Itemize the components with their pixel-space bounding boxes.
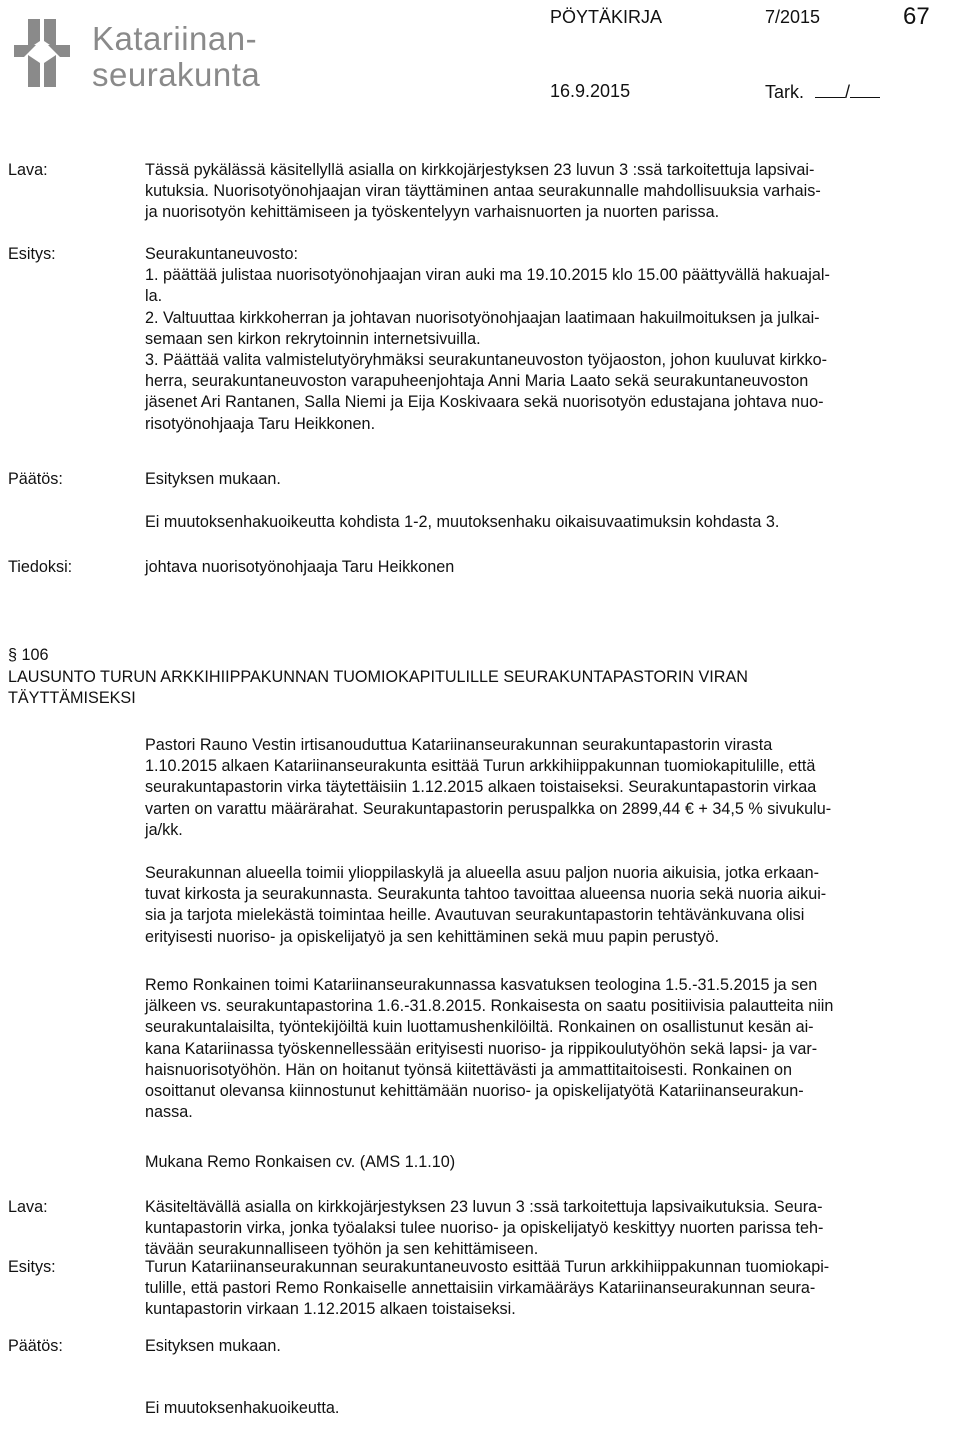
label-paatos-105: Päätös:: [8, 470, 63, 488]
section-106-paragraph-2: [145, 863, 953, 948]
p1-line: seurakuntapastorin virka täytettäisiin 1.12.2015 alkaen toistaiseksi. Seurakuntapastorin virkaa: [145, 778, 817, 797]
logo: [10, 15, 280, 95]
esitys-text-106: [145, 1257, 953, 1321]
section-sign-icon: §: [8, 646, 18, 664]
p3-line: kana Katariinassa työskennellessään erityisesti nuoriso- ja rippikoulutyöhön sekä lapsi- ja var-: [145, 1039, 818, 1058]
section-106-paragraph-3: [145, 975, 953, 1123]
label-paatos-106: Päätös:: [8, 1337, 63, 1355]
esitys-105-line: herra, seurakuntaneuvoston varapuheenjohtaja Anni Maria Laato sekä seurakuntaneuvoston: [145, 372, 809, 391]
label-esitys-105: Esitys:: [8, 245, 56, 263]
p1-line: varten on varattu määrärahat. Seurakuntapastorin peruspalkka on 2899,44 € + 34,5 % sivukulu-: [145, 799, 832, 818]
p3-line: haisnuorisotyöhön. Hän on hoitanut työnsä kiitettävästi ja ammattitaitoisesti. Ronkainen on: [145, 1060, 792, 1079]
logo-text-line1: Katariinan-: [92, 20, 258, 57]
section-106-title: [8, 667, 948, 709]
document-number: 7/2015: [765, 7, 821, 27]
document-type: PÖYTÄKIRJA: [550, 7, 663, 27]
esitys-105-line: jäsenet Ari Rantanen, Salla Niemi ja Eija Koskivaara sekä nuorisotyön edustajana johtava nuo-: [145, 393, 824, 412]
section-106-paragraph-1: [145, 735, 953, 841]
section-number: 106: [21, 646, 49, 664]
section-106-title-line: LAUSUNTO TURUN ARKKIHIIPPAKUNNAN TUOMIOKAPITULILLE SEURAKUNTAPASTORIN VIRAN: [8, 668, 748, 686]
p2-line: erityisesti nuoriso- ja opiskelijatyö ja sen kehittäminen sekä muu papin perustyö.: [145, 927, 720, 946]
esitys-105-line: la.: [145, 287, 163, 306]
p3-line: seurakuntalaisilta, työntekijöiltä kuin luottamushenkilöiltä. Ronkainen on osallistunut kesän ai-: [145, 1018, 814, 1037]
lava-text-106: [145, 1197, 953, 1261]
meeting-date: 16.9.2015: [550, 81, 631, 101]
lava-106-line: tävään seurakunnalliseen työhön ja sen kehittämiseen.: [145, 1240, 539, 1259]
muutoksenhaku-106: Ei muutoksenhakuoikeutta.: [145, 1399, 340, 1417]
paatos-text-106: Esityksen mukaan.: [145, 1337, 281, 1355]
lava-text-105: [145, 160, 953, 224]
tark-blank-1: [815, 80, 845, 98]
p3-line: Remo Ronkainen toimi Katariinanseurakunnassa kasvatuksen teologina 1.5.-31.5.2015 ja sen: [145, 976, 818, 994]
lava-105-line: kutuksia. Nuorisotyönohjaajan viran täyttäminen antaa seurakunnalle mahdollisuuksia varhais-: [145, 182, 821, 201]
muutoksenhaku-105: Ei muutoksenhakuoikeutta kohdista 1-2, muutoksenhaku oikaisuvaatimuksin kohdasta 3.: [145, 513, 780, 531]
esitys-105-line: 1. päättää julistaa nuorisotyönohjaajan viran auki ma 19.10.2015 klo 15.00 päättyvällä hakuajal-: [145, 266, 830, 285]
p2-line: Seurakunnan alueella toimii ylioppilaskylä ja alueella asuu paljon nuoria aikuisia, jotka erkaan-: [145, 864, 819, 882]
esitys-105-line: 3. Päättää valita valmistelutyöryhmäksi seurakuntaneuvoston työjaoston, johon kuuluvat kirkko-: [145, 351, 828, 370]
tark-label: Tark. /: [765, 80, 880, 103]
esitys-105-line: risotyönohjaaja Taru Heikkonen.: [145, 414, 376, 433]
esitys-105-line: Seurakuntaneuvosto:: [145, 245, 298, 263]
label-esitys-106: Esitys:: [8, 1258, 56, 1276]
p1-line: Pastori Rauno Vestin irtisanouduttua Katariinanseurakunnan seurakuntapastorin virasta: [145, 736, 773, 754]
esitys-text-105: [145, 244, 953, 435]
p3-line: osoittanut olevansa kiinnostunut kehittämään nuoriso- ja opiskelijatyötä Katariinanseurakun-: [145, 1082, 804, 1101]
lava-105-line: Tässä pykälässä käsitellyllä asialla on kirkkojärjestyksen 23 luvun 3 :ssä tarkoitettuja lapsivai-: [145, 161, 815, 179]
lava-105-line: ja nuorisotyön kehittämiseen ja työskentelyyn varhaisnuorten ja nuorten parissa.: [145, 203, 720, 222]
esitys-106-line: Turun Katariinanseurakunnan seurakuntaneuvosto esittää Turun arkkihiippakunnan tuomiokapi-: [145, 1258, 830, 1276]
esitys-106-line: kuntapastorin virkaan 1.12.2015 alkaen toistaiseksi.: [145, 1300, 516, 1319]
attachment-note: Mukana Remo Ronkaisen cv. (AMS 1.1.10): [145, 1153, 456, 1171]
label-tiedoksi-105: Tiedoksi:: [8, 558, 73, 576]
esitys-106-line: tulille, että pastori Remo Ronkaiselle annettaisiin virkamääräys Katariinanseurakunnan seura-: [145, 1279, 816, 1298]
tark-blank-2: [850, 80, 880, 98]
church-cross-logo-icon: [10, 15, 74, 91]
section-106-number: [8, 645, 49, 666]
label-lava-105: Lava:: [8, 161, 48, 179]
p1-line: ja/kk.: [145, 820, 183, 839]
logo-text-line2: seurakunta: [92, 56, 261, 93]
label-lava-106: Lava:: [8, 1198, 48, 1216]
lava-106-line: Käsiteltävällä asialla on kirkkojärjestyksen 23 luvun 3 :ssä tarkoitettuja lapsivaikutuksia. Seura-: [145, 1198, 823, 1216]
lava-106-line: kuntapastorin virka, jonka työalaksi tulee nuoriso- ja opiskelijatyö keskittyy nuorten parissa teh-: [145, 1219, 824, 1238]
p3-line: jälkeen vs. seurakuntapastorina 1.6.-31.8.2015. Ronkaisesta on saatu positiivisia palautteita niin: [145, 997, 834, 1016]
p1-line: 1.10.2015 alkaen Katariinanseurakunta esittää Turun arkkihiippakunnan tuomiokapitulille, että: [145, 757, 816, 776]
p3-line: nassa.: [145, 1103, 193, 1122]
esitys-105-line: 2. Valtuuttaa kirkkoherran ja johtavan nuorisotyönohjaajan laatimaan hakuilmoituksen ja julkai-: [145, 308, 820, 327]
p2-line: tuvat kirkosta ja seurakunnasta. Seurakunta tahtoo tavoittaa alueensa nuoria sekä nuoria aikui-: [145, 885, 827, 904]
esitys-105-line: semaan sen kirkon rekrytoinnin internetsivuilla.: [145, 329, 481, 348]
paatos-text-105: Esityksen mukaan.: [145, 470, 281, 488]
page-number: 67: [903, 3, 930, 30]
tiedoksi-text-105: johtava nuorisotyönohjaaja Taru Heikkonen: [145, 558, 455, 576]
p2-line: sia ja tarjota mielekästä toimintaa heille. Avautuvan seurakuntapastorin tehtävänkuvana olisi: [145, 906, 805, 925]
section-106-title-line: TÄYTTÄMISEKSI: [8, 689, 136, 708]
